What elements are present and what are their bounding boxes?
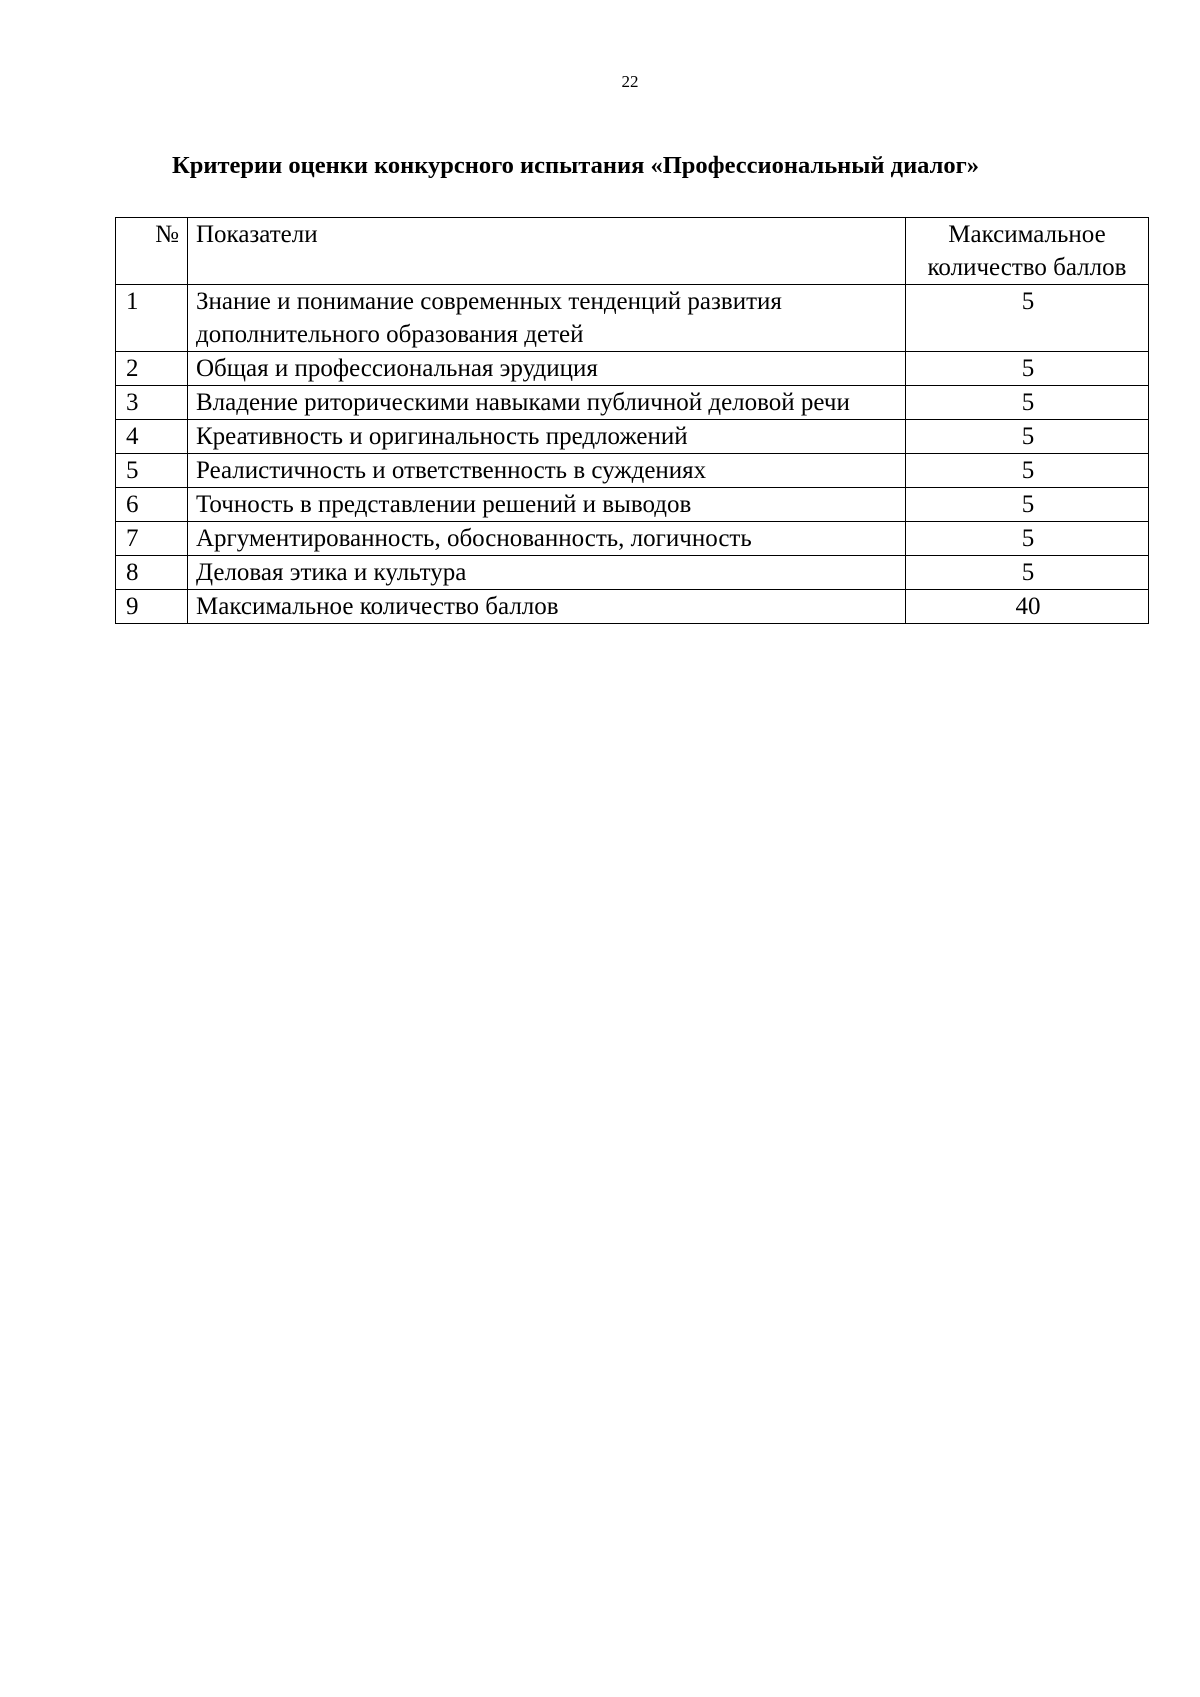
table-row (116, 590, 1149, 624)
row-indicator: Точность в представлении решений и выводов (188, 488, 906, 522)
row-number: 7 (116, 522, 188, 556)
row-max-score: 5 (906, 454, 1149, 488)
row-number: 2 (116, 352, 188, 386)
row-max-score: 5 (906, 522, 1149, 556)
row-max-score: 5 (906, 352, 1149, 386)
row-indicator: Креативность и оригинальность предложений (188, 420, 906, 454)
row-max-score: 5 (906, 386, 1149, 420)
row-number: 3 (116, 386, 188, 420)
row-number: 5 (116, 454, 188, 488)
table-row (116, 352, 1149, 386)
row-number: 1 (116, 285, 188, 352)
row-indicator: Аргументированность, обоснованность, логичность (188, 522, 906, 556)
row-max-score: 40 (906, 590, 1149, 624)
document-title: Критерии оценки конкурсного испытания «Профессиональный диалог» (172, 152, 980, 179)
table-row (116, 488, 1149, 522)
row-indicator: Максимальное количество баллов (188, 590, 906, 624)
header-number: № (116, 218, 188, 285)
row-max-score: 5 (906, 556, 1149, 590)
page-number: 22 (621, 72, 639, 91)
row-number: 4 (116, 420, 188, 454)
row-max-score: 5 (906, 285, 1149, 352)
row-max-score: 5 (906, 488, 1149, 522)
table-row (116, 386, 1149, 420)
row-number: 8 (116, 556, 188, 590)
table-row (116, 454, 1149, 488)
row-number: 6 (116, 488, 188, 522)
row-number: 9 (116, 590, 188, 624)
table-row (116, 522, 1149, 556)
row-indicator: Общая и профессиональная эрудиция (188, 352, 906, 386)
table-body (116, 285, 1149, 624)
criteria-table (115, 217, 1149, 624)
row-indicator: Деловая этика и культура (188, 556, 906, 590)
table-row (116, 285, 1149, 352)
table-row (116, 556, 1149, 590)
row-max-score: 5 (906, 420, 1149, 454)
row-indicator: Реалистичность и ответственность в суждениях (188, 454, 906, 488)
table-header-row (116, 218, 1149, 285)
row-indicator: Знание и понимание современных тенденций развития дополнительного образования детей (188, 285, 906, 352)
header-indicators: Показатели (188, 218, 906, 285)
row-indicator: Владение риторическими навыками публичной деловой речи (188, 386, 906, 420)
header-max-score: Максимальное количество баллов (906, 218, 1149, 285)
table-row (116, 420, 1149, 454)
